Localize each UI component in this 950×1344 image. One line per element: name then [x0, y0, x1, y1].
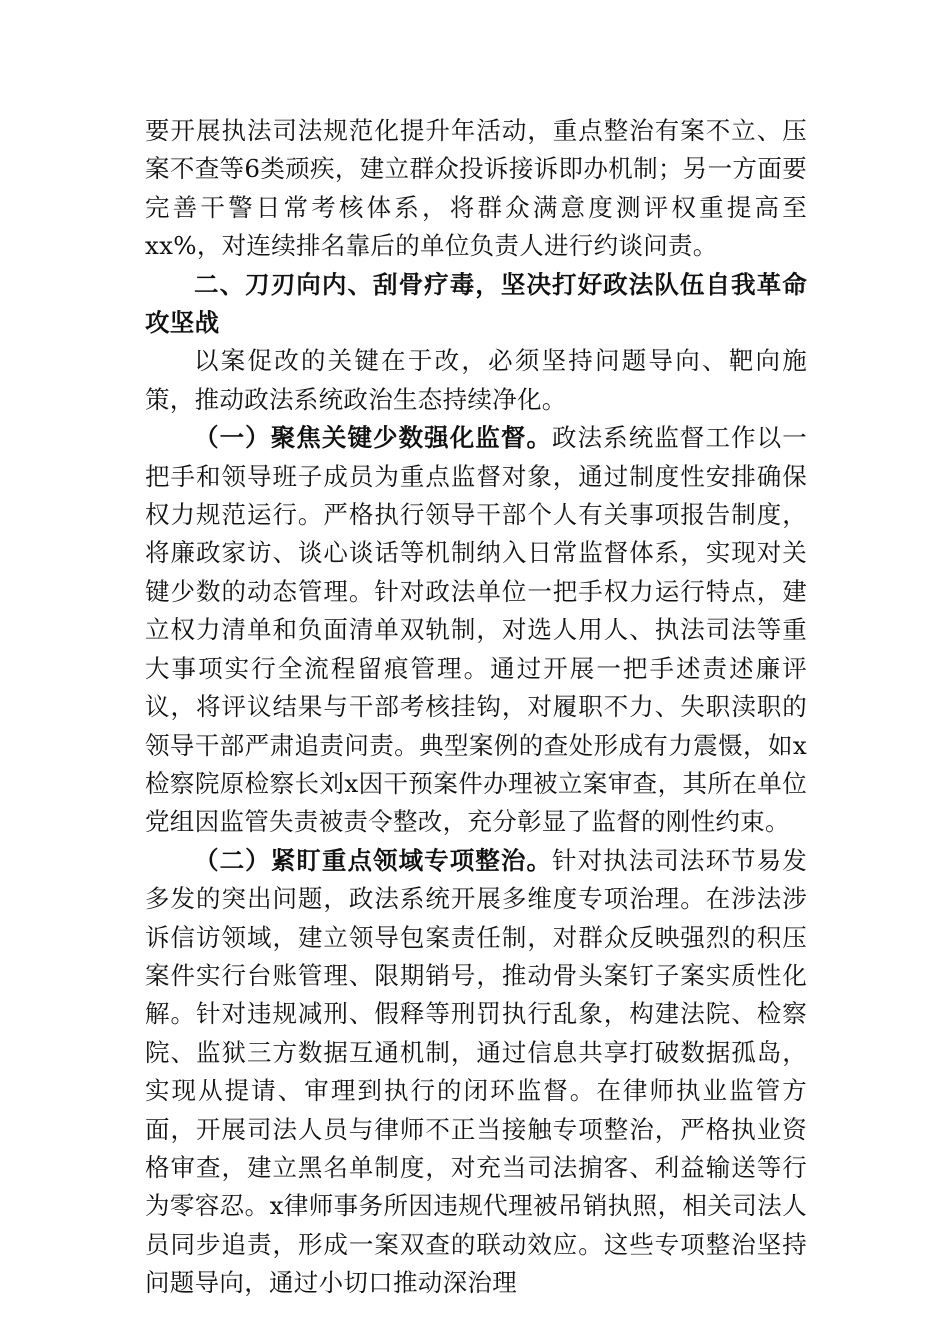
- paragraph-item-1: [145, 419, 807, 841]
- item-1-lead: （一）聚焦关键少数强化监督。: [194, 423, 553, 453]
- section-heading: 二、刀刃向内、刮骨疗毒，坚决打好政法队伍自我革命攻坚战: [145, 269, 807, 338]
- paragraph-continuation: 要开展执法司法规范化提升年活动，重点整治有案不立、压案不查等6类顽疾，建立群众投诉接诉即办机制；另一方面要完善干警日常考核体系，将群众满意度测评权重提高至xx%，对连续排名靠后的单位负责人进行约谈问责。: [145, 116, 807, 261]
- paragraph-item-2: [145, 842, 807, 1303]
- section-intro: 以案促改的关键在于改，必须坚持问题导向、靶向施策，推动政法系统政治生态持续净化。: [145, 346, 807, 414]
- document-body: [145, 112, 807, 1303]
- item-2-lead: （二）紧盯重点领域专项整治。: [194, 845, 553, 875]
- item-2-body: 针对执法司法环节易发多发的突出问题，政法系统开展多维度专项治理。在涉法涉诉信访领域，建立领导包案责任制，对群众反映强烈的积压案件实行台账管理、限期销号，推动骨头案钉子案实质性化解。针对违规减刑、假释等刑罚执行乱象，构建法院、检察院、监狱三方数据互通机制，通过信息共享打破数据孤岛，实现从提请、审理到执行的闭环监督。在律师执业监管方面，开展司法人员与律师不正当接触专项整治，严格执业资格审查，建立黑名单制度，对充当司法掮客、利益输送等行为零容忍。x律师事务所因违规代理被吊销执照，相关司法人员同步追责，形成一案双查的联动效应。这些专项整治坚持问题导向，通过小切口推动深治理: [145, 845, 807, 1298]
- item-1-body: 政法系统监督工作以一把手和领导班子成员为重点监督对象，通过制度性安排确保权力规范运行。严格执行领导干部个人有关事项报告制度，将廉政家访、谈心谈话等机制纳入日常监督体系，实现对关键少数的动态管理。针对政法单位一把手权力运行特点，建立权力清单和负面清单双轨制，对选人用人、执法司法等重大事项实行全流程留痕管理。通过开展一把手述责述廉评议，将评议结果与干部考核挂钩，对履职不力、失职渎职的领导干部严肃追责问责。典型案例的查处形成有力震慑，如x检察院原检察长刘x因干预案件办理被立案审查，其所在单位党组因监管失责被责令整改，充分彰显了监督的刚性约束。: [145, 423, 807, 837]
